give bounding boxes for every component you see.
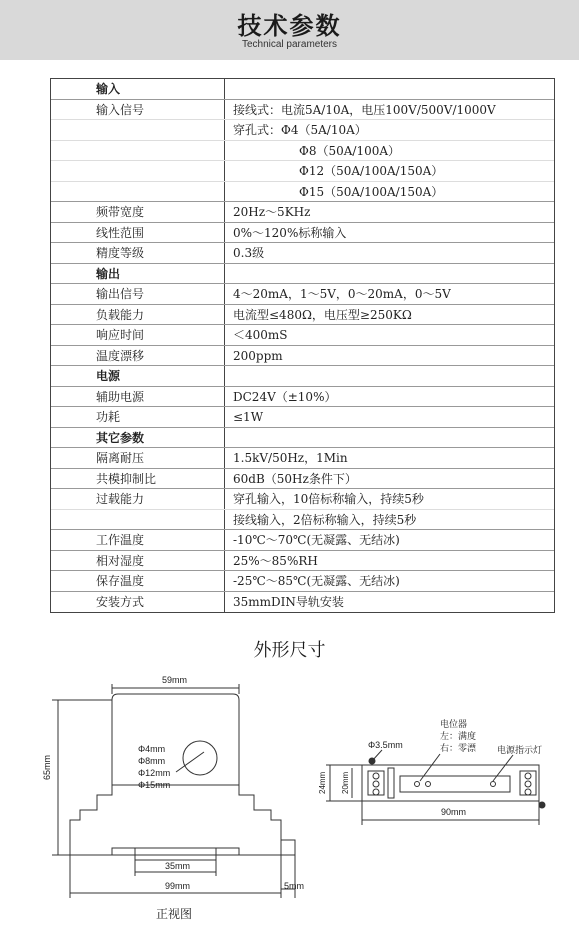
spec-key: 工作温度	[96, 533, 145, 547]
dimensions-title: 外形尺寸	[253, 640, 326, 661]
spec-row	[51, 346, 554, 367]
spec-row	[51, 284, 554, 305]
spec-key	[96, 510, 222, 530]
spec-key	[96, 161, 222, 181]
spec-value: 电流型≤480Ω，电压型≥250KΩ	[233, 307, 412, 322]
spec-key	[96, 141, 222, 161]
spec-key: 精度等级	[96, 246, 145, 260]
spec-row	[51, 387, 554, 408]
power-led	[491, 782, 496, 787]
spec-value: -10℃～70℃(无凝露、无结冰)	[233, 533, 400, 547]
spec-section-title: 输入	[96, 82, 121, 96]
spec-row	[51, 182, 554, 203]
dim-90-label: 90mm	[441, 807, 467, 817]
dim-59-label: 59mm	[162, 675, 188, 685]
spec-key: 相对湿度	[96, 553, 145, 568]
front-view-caption: 正视图	[156, 907, 193, 921]
spec-section-row	[51, 264, 554, 285]
spec-key: 频带宽度	[96, 205, 145, 219]
spec-key: 保存温度	[96, 574, 145, 588]
spec-value: 0.3级	[233, 246, 265, 260]
front-body-outline	[112, 694, 239, 785]
spec-value: 20Hz～5KHz	[233, 205, 311, 219]
spec-row	[51, 161, 554, 182]
spec-value: 0%～120%标称输入	[233, 225, 347, 240]
spec-section-row	[51, 79, 554, 100]
pot-left-label: 左：满度	[440, 731, 477, 741]
spec-value: 200ppm	[233, 348, 283, 363]
spec-row	[51, 100, 554, 121]
top-hole-label: Φ3.5mm	[368, 740, 403, 750]
rail-clip	[112, 848, 239, 855]
spec-row	[51, 202, 554, 223]
spec-key: 输出信号	[96, 287, 145, 301]
dim-5-label: 5mm	[284, 881, 304, 891]
dimension-drawing	[0, 660, 579, 926]
spec-value: 穿孔式：Φ4（5A/10A）	[233, 123, 367, 137]
spec-value: 接线式：电流5A/10A，电压100V/500V/1000V	[233, 102, 496, 117]
pot-right	[426, 782, 431, 787]
spec-value: 60dB（50Hz条件下）	[233, 471, 357, 486]
spec-value	[233, 264, 553, 284]
spec-row	[51, 551, 554, 572]
page-title: 技术参数	[237, 12, 342, 40]
spec-key: 线性范围	[96, 225, 145, 240]
spec-key: 响应时间	[96, 328, 145, 342]
spec-key: 温度漂移	[96, 348, 145, 363]
spec-row	[51, 120, 554, 141]
spec-row	[51, 223, 554, 244]
spec-value: 接线输入，2倍标称输入，持续5秒	[233, 512, 417, 527]
spec-key: 辅助电源	[96, 389, 145, 404]
spec-value: Φ15（50A/100A/150A）	[299, 184, 444, 199]
spec-value: ＜400mS	[233, 328, 288, 342]
hole-label-1: Φ8mm	[138, 756, 166, 766]
spec-row	[51, 325, 554, 346]
spec-row	[51, 510, 554, 531]
page-subtitle: Technical parameters	[241, 39, 338, 50]
hole-label-2: Φ12mm	[138, 768, 171, 778]
spec-key: 安装方式	[96, 594, 145, 609]
pot-left	[415, 782, 420, 787]
spec-row	[51, 489, 554, 510]
header-banner	[0, 0, 579, 60]
spec-row	[51, 448, 554, 469]
spec-value	[233, 366, 553, 386]
spec-key	[96, 182, 222, 202]
spec-key: 负载能力	[96, 307, 145, 322]
spec-row	[51, 592, 554, 613]
pot-label: 电位器	[440, 719, 468, 729]
dim-20-label: 20mm	[341, 771, 350, 794]
spec-key: 共模抑制比	[96, 471, 157, 486]
top-window	[400, 776, 510, 792]
spec-value	[233, 79, 553, 99]
hole-label-3: Φ15mm	[138, 780, 171, 790]
through-hole	[183, 741, 217, 775]
hole-label-0: Φ4mm	[138, 744, 166, 754]
spec-value: 1.5kV/50Hz，1Min	[233, 451, 348, 465]
spec-value: DC24V（±10%）	[233, 389, 337, 404]
spec-value: ≤1W	[233, 410, 264, 424]
spec-value: 4～20mA，1～5V，0～20mA，0～5V	[233, 287, 451, 301]
spec-section-title: 其它参数	[96, 430, 145, 445]
spec-table	[50, 78, 555, 613]
led-label: 电源指示灯	[497, 745, 543, 755]
dim-99-label: 99mm	[165, 881, 191, 891]
rail-block	[135, 848, 216, 860]
right-tab	[281, 840, 295, 855]
spec-value: 35mmDIN导轨安装	[233, 594, 344, 609]
spec-value: -25℃～85℃(无凝露、无结冰)	[233, 574, 400, 588]
front-base-left	[70, 785, 112, 855]
spec-row	[51, 469, 554, 490]
spec-key: 隔离耐压	[96, 451, 145, 465]
top-body-outline	[362, 765, 539, 801]
spec-row	[51, 571, 554, 592]
spec-key	[96, 120, 222, 140]
spec-value	[233, 428, 553, 448]
spec-row	[51, 141, 554, 162]
spec-row	[51, 243, 554, 264]
spec-section-row	[51, 366, 554, 387]
spec-section-row	[51, 428, 554, 449]
spec-key: 输入信号	[96, 102, 145, 117]
spec-value: 穿孔输入，10倍标称输入，持续5秒	[233, 492, 424, 506]
dim-24-label: 24mm	[318, 771, 327, 794]
spec-value: 25%～85%RH	[233, 553, 318, 568]
spec-section-title: 输出	[96, 266, 121, 281]
dim-65-label: 65mm	[42, 754, 52, 780]
spec-key: 过载能力	[96, 492, 145, 506]
spec-value: Φ12（50A/100A/150A）	[299, 164, 444, 178]
spec-row	[51, 305, 554, 326]
spec-value: Φ8（50A/100A）	[299, 143, 401, 158]
spec-key: 功耗	[96, 410, 121, 424]
pot-right-label: 右：零漂	[440, 743, 477, 753]
front-base-right	[239, 785, 281, 855]
dim-35-label: 35mm	[165, 861, 191, 871]
spec-row	[51, 407, 554, 428]
spec-section-title: 电源	[96, 369, 121, 383]
spec-row	[51, 530, 554, 551]
